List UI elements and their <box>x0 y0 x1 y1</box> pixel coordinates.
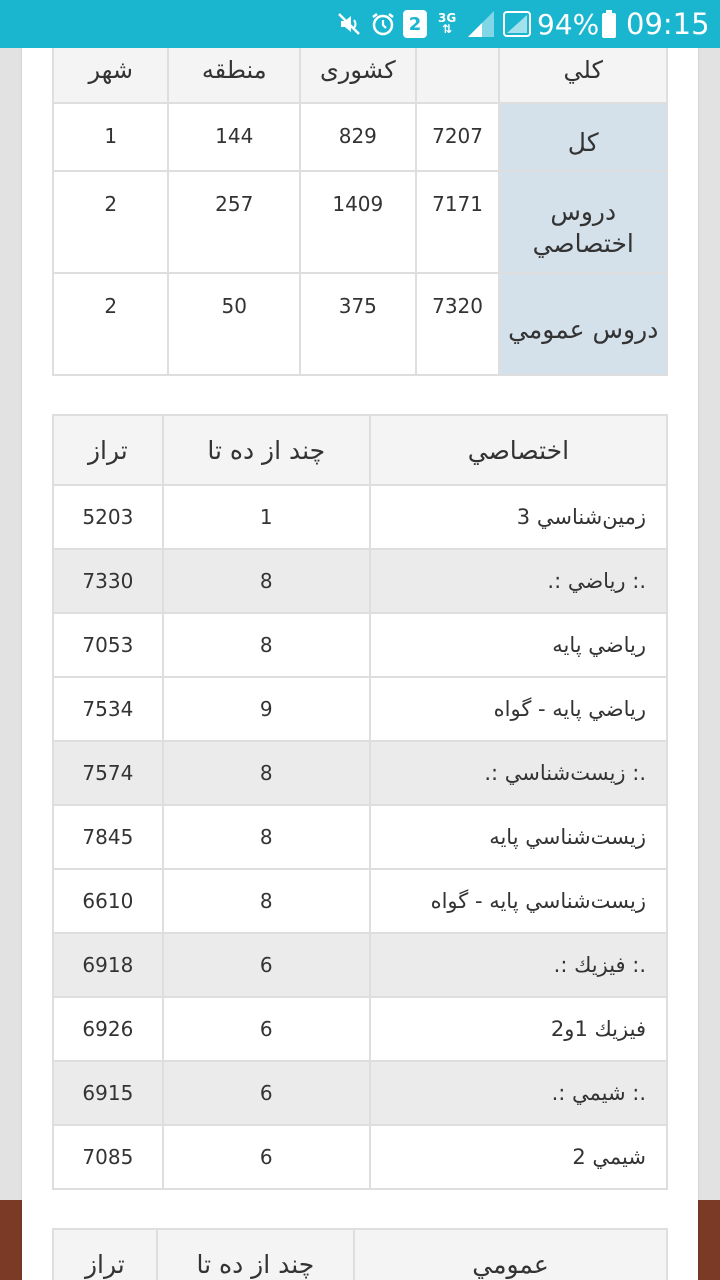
results-card <box>22 48 698 1280</box>
header-region: منطقه <box>168 48 300 103</box>
header-count: چند از ده تا <box>157 1229 354 1280</box>
score-cell: 7845 <box>53 805 163 869</box>
score-cell: 6915 <box>53 1061 163 1125</box>
table-row <box>53 869 667 933</box>
header-overall: کلي <box>499 48 667 103</box>
city-rank: 2 <box>53 171 168 273</box>
table-row <box>53 677 667 741</box>
score-cell: 7053 <box>53 613 163 677</box>
count-cell: 8 <box>163 869 370 933</box>
background-right <box>698 48 720 1280</box>
score-cell: 6918 <box>53 933 163 997</box>
total-score: 7207 <box>416 103 500 171</box>
table-row <box>53 103 667 171</box>
region-rank: 144 <box>168 103 300 171</box>
general-table <box>52 1228 668 1280</box>
count-cell: 8 <box>163 613 370 677</box>
status-bar <box>0 0 720 48</box>
score-cell: 7085 <box>53 1125 163 1189</box>
table-row <box>53 549 667 613</box>
no-sim-icon <box>502 0 532 48</box>
battery-icon <box>601 0 617 48</box>
region-rank: 50 <box>168 273 300 375</box>
sim-badge: 2 <box>403 10 427 38</box>
header-city: شهر <box>53 48 168 103</box>
subject-cell: زيست‌شناسي پايه - گواه <box>370 869 667 933</box>
region-rank: 257 <box>168 171 300 273</box>
table-row <box>53 741 667 805</box>
clock: 09:15 <box>626 7 710 41</box>
score-cell: 7534 <box>53 677 163 741</box>
count-cell: 9 <box>163 677 370 741</box>
city-rank: 1 <box>53 103 168 171</box>
header-national: کشوری <box>300 48 416 103</box>
background-left <box>0 48 22 1280</box>
sim-icon <box>403 0 427 48</box>
table-row <box>53 613 667 677</box>
count-cell: 6 <box>163 1061 370 1125</box>
subject-cell: رياضي پايه - گواه <box>370 677 667 741</box>
score-cell: 7330 <box>53 549 163 613</box>
rank-table-header <box>53 48 667 103</box>
subject-cell: فيزيك 1و2 <box>370 997 667 1061</box>
total-score: 7320 <box>416 273 500 375</box>
rank-table <box>52 48 668 376</box>
table-row <box>53 1061 667 1125</box>
background-strip-left <box>0 1200 22 1280</box>
table-row <box>53 997 667 1061</box>
national-rank: 1409 <box>300 171 416 273</box>
alarm-icon <box>370 0 396 48</box>
header-total-rank <box>416 48 500 103</box>
table-row <box>53 273 667 375</box>
subject-cell: .: زيست‌شناسي :. <box>370 741 667 805</box>
table-row <box>53 485 667 549</box>
count-cell: 6 <box>163 997 370 1061</box>
table-row <box>53 171 667 273</box>
specialized-table <box>52 414 668 1190</box>
subject-cell: .: رياضي :. <box>370 549 667 613</box>
score-cell: 6610 <box>53 869 163 933</box>
count-cell: 8 <box>163 741 370 805</box>
table-row <box>53 933 667 997</box>
background-strip-right <box>698 1200 720 1280</box>
total-score: 7171 <box>416 171 500 273</box>
header-subject: اختصاصي <box>370 415 667 485</box>
table-row <box>53 805 667 869</box>
score-cell: 5203 <box>53 485 163 549</box>
table-row <box>53 1125 667 1189</box>
national-rank: 375 <box>300 273 416 375</box>
national-rank: 829 <box>300 103 416 171</box>
count-cell: 8 <box>163 805 370 869</box>
subject-cell: شيمي 2 <box>370 1125 667 1189</box>
city-rank: 2 <box>53 273 168 375</box>
score-cell: 6926 <box>53 997 163 1061</box>
header-count: چند از ده تا <box>163 415 370 485</box>
row-label: کل <box>499 103 667 171</box>
subject-cell: رياضي پايه <box>370 613 667 677</box>
count-cell: 8 <box>163 549 370 613</box>
network-3g-icon: 3G ⇅ <box>438 11 457 36</box>
subject-cell: زيست‌شناسي پايه <box>370 805 667 869</box>
count-cell: 1 <box>163 485 370 549</box>
header-score: تراز <box>53 415 163 485</box>
row-label: دروس اختصاصي <box>499 171 667 273</box>
specialized-table-header <box>53 415 667 485</box>
header-subject: عمومي <box>354 1229 667 1280</box>
subject-cell: .: شيمي :. <box>370 1061 667 1125</box>
general-table-header <box>53 1229 667 1280</box>
mute-icon <box>336 0 362 48</box>
battery-percentage: 94% <box>537 7 600 41</box>
network-label: 3G <box>438 11 457 25</box>
subject-cell: زمين‌شناسي 3 <box>370 485 667 549</box>
row-label: دروس عمومي <box>499 273 667 375</box>
header-score: تراز <box>53 1229 157 1280</box>
subject-cell: .: فيزيك :. <box>370 933 667 997</box>
score-cell: 7574 <box>53 741 163 805</box>
signal-icon <box>466 0 496 48</box>
count-cell: 6 <box>163 1125 370 1189</box>
count-cell: 6 <box>163 933 370 997</box>
